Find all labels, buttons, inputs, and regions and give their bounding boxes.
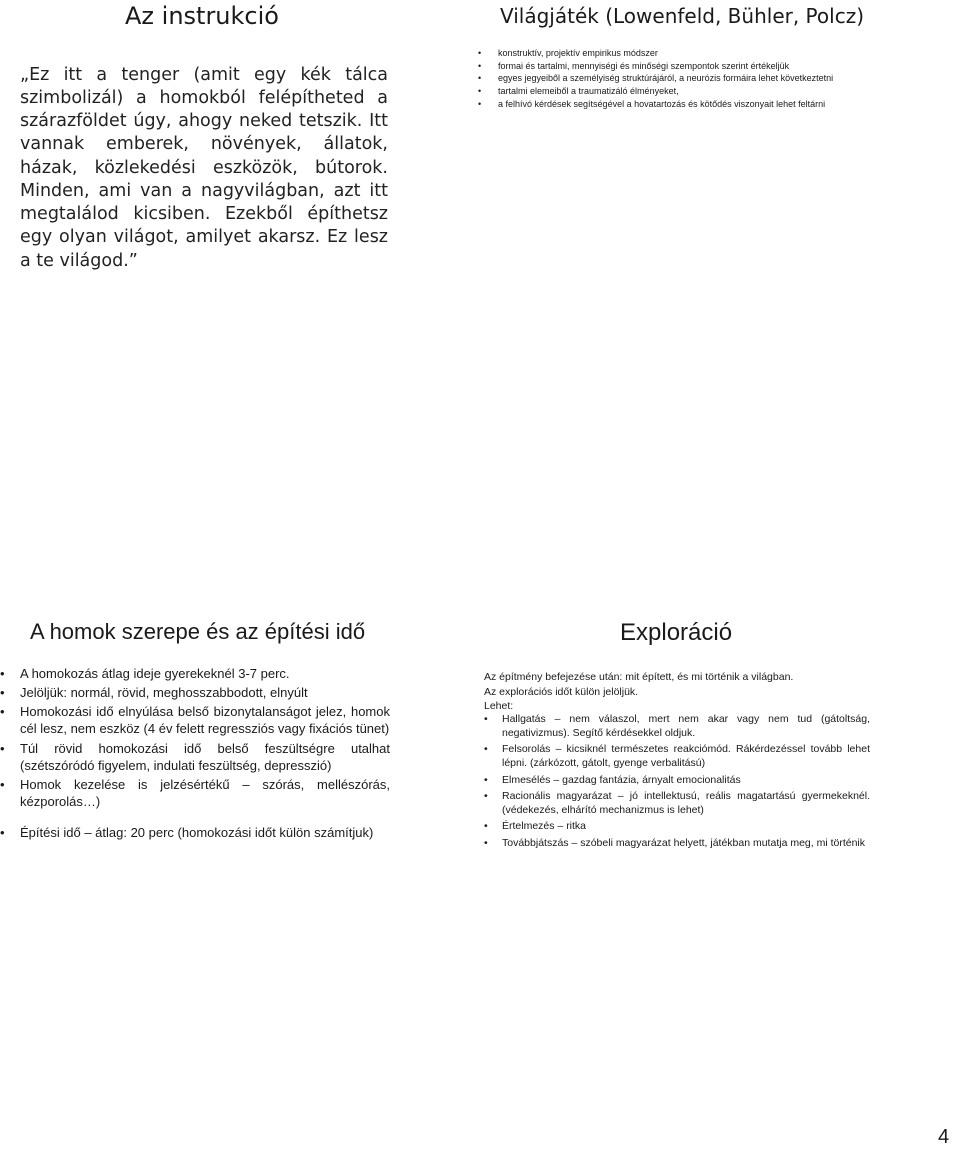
list-item: • Hallgatás – nem válaszol, mert nem akar vagy nem tud (gátoltság, negativizmus). Segítő kérdésekkel oldjuk.	[484, 713, 870, 740]
slide-title: Az instrukció	[125, 2, 279, 30]
list-item: • Építési idő – átlag: 20 perc (homokozási időt külön számítjuk)	[0, 824, 390, 841]
page-number: 4	[938, 1126, 950, 1148]
list-item: • a felhívó kérdések segítségével a hovatartozás és kötődés viszonyait lehet feltárni	[478, 99, 908, 111]
list-item: • Túl rövid homokozási idő belső feszültségre utalhat (szétszóródó figyelem, indulati feszültség, depresszió)	[0, 740, 390, 774]
bullet-list	[0, 665, 390, 843]
list-item: • Felsorolás – kicsiknél természetes reakciómód. Rákérdezéssel tovább lehet lépni. (zárkózott, gátolt, gyenge verbalitású)	[484, 743, 870, 770]
instruction-quote: „Ez itt a tenger (amit egy kék tálca szimbolizál) a homokból felépítheted a szárazföldet úgy, ahogy neked tetszik. Itt vannak emberek, növények, állatok, házak, közlekedési eszközök, bútorok. Minden, ami van a nagyvilágban, azt itt megtalálod kicsiben. Ezekből építhetsz egy olyan világot, amilyet akarsz. Ez lesz a te világod.”	[20, 64, 388, 271]
list-item: • egyes jegyeiből a személyiség struktúrájáról, a neurózis formáira lehet következtetni	[478, 73, 908, 85]
list-item: • A homokozás átlag ideje gyerekeknél 3-7 perc.	[0, 665, 390, 682]
intro-text	[484, 670, 884, 714]
list-item: • Továbbjátszás – szóbeli magyarázat helyett, játékban mutatja meg, mi történik	[484, 837, 870, 851]
list-item: • Homok kezelése is jelzésértékű – szórás, mellészórás, kézporolás…)	[0, 776, 390, 810]
bullet-list	[478, 48, 908, 111]
list-item: • Elmesélés – gazdag fantázia, árnyalt emocionalitás	[484, 774, 870, 788]
bullet-list	[484, 713, 870, 854]
slide-title: A homok szerepe és az építési idő	[30, 619, 366, 644]
intro-line: Az építmény befejezése után: mit épített, és mi történik a világban.	[484, 671, 794, 683]
list-item: • konstruktív, projektív empirikus módszer	[478, 48, 908, 60]
slide-title: Világjáték (Lowenfeld, Bühler, Polcz)	[500, 4, 864, 28]
intro-line: Az explorációs időt külön jelöljük.	[484, 685, 639, 698]
list-item: • Racionális magyarázat – jó intellektusú, reális magatartású gyermekeknél. (védekezés, elhárító mechanizmus is lehet)	[484, 790, 870, 817]
list-item: • Jelöljük: normál, rövid, meghosszabbodott, elnyúlt	[0, 684, 390, 701]
list-item: • tartalmi elemeiből a traumatizáló élményeket,	[478, 86, 908, 98]
list-item: • Homokozási idő elnyúlása belső bizonytalanságot jelez, homok cél lesz, nem eszköz (4 év felett regressziós vagy fixációs tünet)	[0, 703, 390, 737]
intro-line: Lehet:	[484, 700, 514, 713]
list-item: • formai és tartalmi, mennyiségi és minőségi szempontok szerint értékeljük	[478, 61, 908, 73]
slide-title: Exploráció	[620, 619, 733, 646]
list-item: • Értelmezés – ritka	[484, 820, 870, 834]
